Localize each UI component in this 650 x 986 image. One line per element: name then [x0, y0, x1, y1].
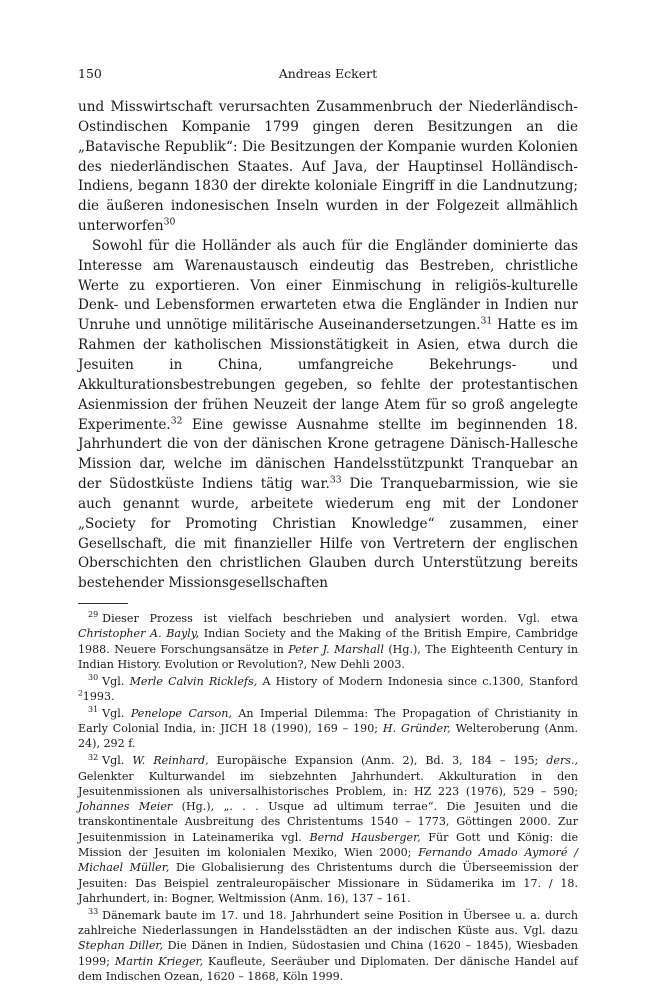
footnote-ref: 32 — [170, 414, 183, 426]
footnote-author: Martin Krieger, — [114, 954, 204, 968]
footnote-32 — [78, 753, 578, 906]
paragraph-text: Die Tranquebarmission, wie sie auch genannt wurde, arbeitete wiederum eng mit der Londoner „Society for Promoting Christian Knowledge“ zusammen, einer Gesellschaft, die mit finanzieller Hilfe von Vertretern der englischen Oberschichten den christlichen Glauben durch Unterstützung bereits bestehender Missionsgesellschaften — [78, 476, 578, 592]
page — [78, 66, 578, 986]
footnote-author: Stephan Diller, — [78, 939, 163, 953]
footnote-number: 33 — [88, 907, 99, 917]
footnote-text: Vgl. — [102, 754, 133, 768]
footnote-text: An Imperial Dilemma: The Propagation of Christianity in Early Colonial India, in: JICH 18 (1990), 169 – 190; — [78, 706, 578, 736]
paragraph-text: Sowohl für die Holländer als auch für die Engländer dominierte das Interesse am Warenaustausch eindeutig das Bestreben, christliche Werte zu exportieren. Von einer Einmischung in religiös-kulturelle Denk- und Lebensformen erwarteten etwa die Engländer in Indien nur Unruhe und unnötige militärische Auseinandersetzungen. — [78, 237, 578, 334]
footnote-number: 31 — [88, 705, 99, 715]
footnote-33 — [78, 908, 578, 984]
footnote-30 — [78, 674, 578, 705]
footnotes — [78, 611, 578, 984]
edition-superscript: 2 — [78, 688, 83, 698]
footnote-31 — [78, 706, 578, 752]
main-text — [78, 98, 578, 594]
footnote-author: Penelope Carson, — [130, 706, 232, 720]
footnote-text: Welteroberung (Anm. 24), 292 f. — [78, 722, 579, 751]
footnote-text: Vgl. — [102, 674, 130, 688]
paragraph-text: und Misswirtschaft verursachten Zusammenbruch der Niederländisch-Ostindischen Kompanie 1799 gingen deren Besitzungen an die „Batavische Republik“: Die Besitzungen der Kompanie wurden Kolonien des niederländischen Staates. Auf Java, der Hauptinsel Holländisch-Indiens, begann 1830 der direkte koloniale Eingriff in die Landnutzung; die äußeren indonesischen Inseln wurden in der Folgezeit allmählich unterworfen — [78, 99, 578, 235]
footnote-text: Europäische Expansion (Anm. 2), Bd. 3, 184 – 195; — [208, 754, 547, 768]
footnote-author: Fernando Amado Aymoré / Michael Müller, — [78, 846, 578, 875]
footnote-text: Gelenkter Kulturwandel im siebzehnten Jahrhundert. Akkulturation in den Jesuitenmissionen als universalhistorisches Problem, in: HZ 223 (1976), 529 – 590; — [78, 769, 578, 798]
footnote-text: (Hg.), The Eighteenth Century in Indian History. Evolution or Revolution?, New Dehli 2003. — [78, 642, 578, 671]
footnote-text: Dieser Prozess ist vielfach beschrieben und analysiert worden. Vgl. etwa — [102, 612, 578, 626]
footnote-text: A History of Modern Indonesia since c.1300, Stanford — [257, 674, 579, 688]
footnote-text: Die Globalisierung des Christentums durch die Überseemission der Jesuiten: Das Beispiel zentraleuropäischer Missionare in Südamerika im 17. / 18. Jahrhundert, in: Bogner, Weltmission (Anm. 16), 137 – 161. — [78, 861, 579, 905]
footnote-ref: 31 — [480, 315, 493, 327]
footnote-divider — [78, 603, 128, 604]
page-number: 150 — [78, 66, 102, 81]
running-head-author: Andreas Eckert — [278, 66, 378, 81]
footnote-text: Dänemark baute im 17. und 18. Jahrhundert seine Position in Übersee u. a. durch zahlreiche Niederlassungen in Handelsstädten an der indischen Küste aus. Vgl. dazu — [78, 908, 578, 938]
footnote-number: 30 — [88, 673, 99, 683]
footnote-author: Bernd Hausberger, — [309, 830, 421, 844]
running-header — [78, 66, 578, 84]
footnote-text: 1993. — [82, 690, 115, 704]
footnote-ref: 33 — [329, 474, 342, 486]
footnote-author: ders., — [546, 754, 578, 768]
footnote-author: Johannes Meier — [78, 800, 173, 814]
paragraph-text: Eine gewisse Ausnahme stellte im beginnenden 18. Jahrhundert die von der dänischen Krone getragene Dänisch-Hallesche Mission dar, welche im dänischen Handelsstützpunkt Tranquebar an der Südostküste Indiens tätig war. — [78, 416, 578, 493]
footnote-text: Indian Society and the Making of the British Empire, Cambridge 1988. Neuere Forschungsansätze in — [78, 627, 578, 656]
footnote-number: 29 — [88, 610, 99, 620]
paragraph — [78, 98, 578, 237]
paragraph — [78, 237, 578, 594]
footnote-ref: 30 — [163, 216, 176, 228]
footnote-text: Vgl. — [102, 706, 131, 720]
footnote-text: Die Dänen in Indien, Südostasien und China (1620 – 1845), Wiesbaden 1999; — [78, 939, 578, 968]
footnote-author: W. Reinhard, — [132, 754, 209, 768]
paragraph-text: Hatte es im Rahmen der katholischen Missionstätigkeit in Asien, etwa durch die Jesuiten in China, umfangreiche Bekehrungs- und Akkulturationsbestrebungen gegeben, so fehlte der protestantischen Asienmission der frühen Neuzeit der lange Atem für so groß angelegte Experimente. — [78, 317, 578, 433]
footnote-author: Christopher A. Bayly, — [78, 627, 200, 641]
footnote-text: Für Gott und König: die Mission der Jesuiten im kolonialen Mexiko, Wien 2000; — [78, 830, 579, 860]
footnote-author: Merle Calvin Ricklefs, — [129, 674, 258, 688]
footnote-author: H. Gründer, — [382, 722, 451, 736]
footnote-number: 32 — [88, 752, 99, 762]
footnote-text: Kaufleute, Seeräuber und Diplomaten. Der dänische Handel auf dem Indischen Ozean, 1620 – 1868, Köln 1999. — [78, 954, 578, 983]
footnote-author: Peter J. Marshall — [288, 642, 384, 656]
footnote-text: (Hg.), „. . . Usque ad ultimum terrae“. Die Jesuiten und die transkontinentale Ausbreitung des Christentums 1540 – 1773, Göttingen 2000. Zur Jesuitenmission in Lateinamerika vgl. — [78, 800, 578, 844]
footnote-29 — [78, 611, 578, 672]
